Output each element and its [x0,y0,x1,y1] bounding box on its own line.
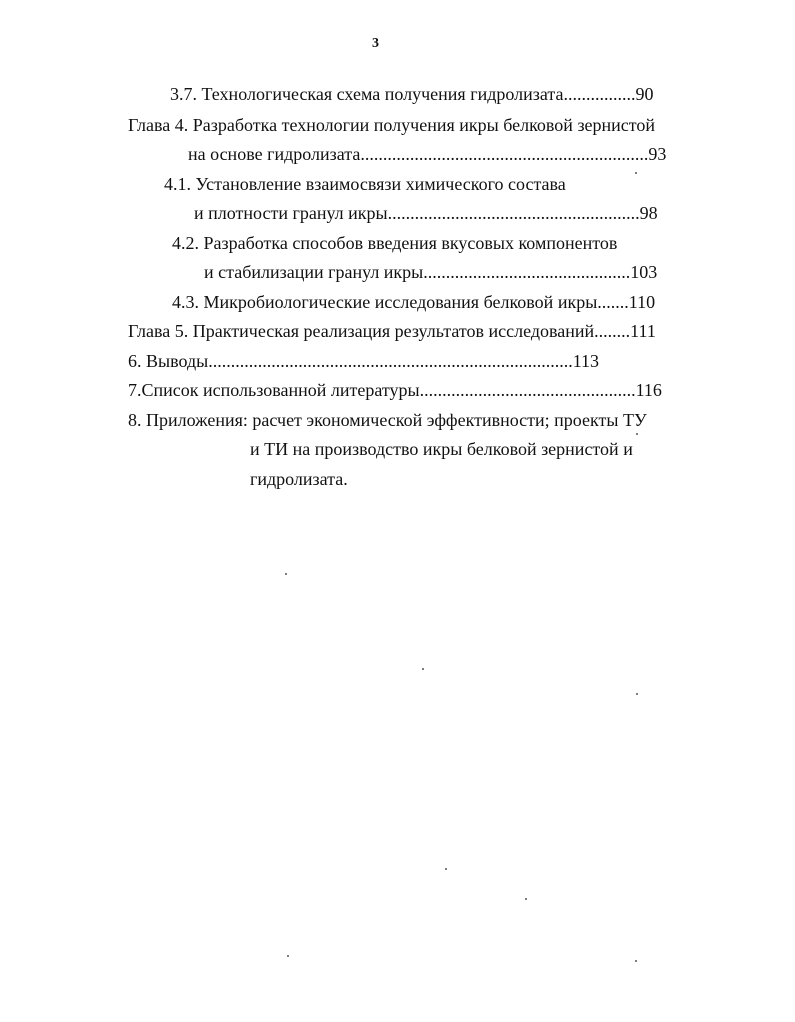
toc-page-number: 90 [635,84,654,104]
toc-page-number: 111 [630,321,656,341]
toc-entry-title: Глава 4. Разработка технологии получения икры белковой зернистой [128,115,656,135]
toc-leader-dots: ........ [594,321,631,341]
toc-leader-dots: ....... [597,292,629,312]
toc-entry-title: 6. Выводы [128,351,209,371]
toc-entry-title: и ТИ на производство икры белковой зернистой и [250,439,633,459]
toc-entry-title: Глава 5. Практическая реализация результатов исследований [128,321,595,341]
toc-leader-dots: ................................................ [419,380,636,400]
toc-entry-4-2-cont[interactable] [204,261,657,283]
toc-entry-4-1-cont[interactable] [194,202,658,224]
scan-speck [285,573,287,575]
toc-entry-appendices[interactable] [128,409,647,431]
toc-entry-title: 3.7. Технологическая схема получения гидролизата [170,84,564,104]
scan-speck [525,898,527,900]
toc-entry-title: 8. Приложения: расчет экономической эффективности; проекты ТУ [128,410,647,430]
toc-entry-title: 4.2. Разработка способов введения вкусовых компонентов [172,233,618,253]
toc-entry-4-3[interactable] [172,291,655,313]
toc-leader-dots: ................ [563,84,636,104]
toc-leader-dots: ........................................................ [387,203,640,223]
toc-page-number: 93 [648,144,667,164]
toc-entry-appendices-cont[interactable] [250,438,633,460]
toc-entry-chapter-5[interactable] [128,320,656,342]
toc-entry-title: на основе гидролизата [188,144,361,164]
toc-leader-dots: ................................................................................. [208,351,573,371]
toc-entry-4-1[interactable] [164,173,566,195]
toc-entry-chapter-4[interactable] [128,114,655,136]
toc-leader-dots: .............................................. [423,262,631,282]
scan-speck [287,955,289,957]
toc-entry-conclusions[interactable] [128,350,599,372]
toc-leader-dots: ................................................................ [360,144,649,164]
scan-speck [636,693,638,695]
toc-entry-4-2[interactable] [172,232,617,254]
toc-page-number: 113 [572,351,600,371]
toc-entry-title: 4.1. Установление взаимосвязи химического состава [164,174,566,194]
toc-entry-appendices-cont-2[interactable] [250,468,348,490]
scan-speck [635,960,637,962]
toc-entry-references[interactable] [128,379,662,401]
toc-entry-title: 4.3. Микробиологические исследования белковой икры [172,292,598,312]
toc-entry-title: 7.Список использованной литературы [128,380,420,400]
toc-page-number: 116 [635,380,662,400]
toc-page-number: 110 [628,292,656,312]
toc-entry-title: гидролизата. [250,469,348,489]
scan-speck [445,868,447,870]
toc-page-number: 103 [630,262,658,282]
scan-speck [635,172,637,174]
page-number: 3 [372,36,379,51]
toc-page-number: 98 [639,203,658,223]
toc-entry-chapter-4-cont[interactable] [188,143,666,165]
scan-speck [636,433,638,435]
toc-entry-title: и плотности гранул икры [194,203,388,223]
toc-entry-title: и стабилизации гранул икры [204,262,424,282]
toc-entry-3-7[interactable] [170,83,653,105]
scan-speck [422,668,424,670]
